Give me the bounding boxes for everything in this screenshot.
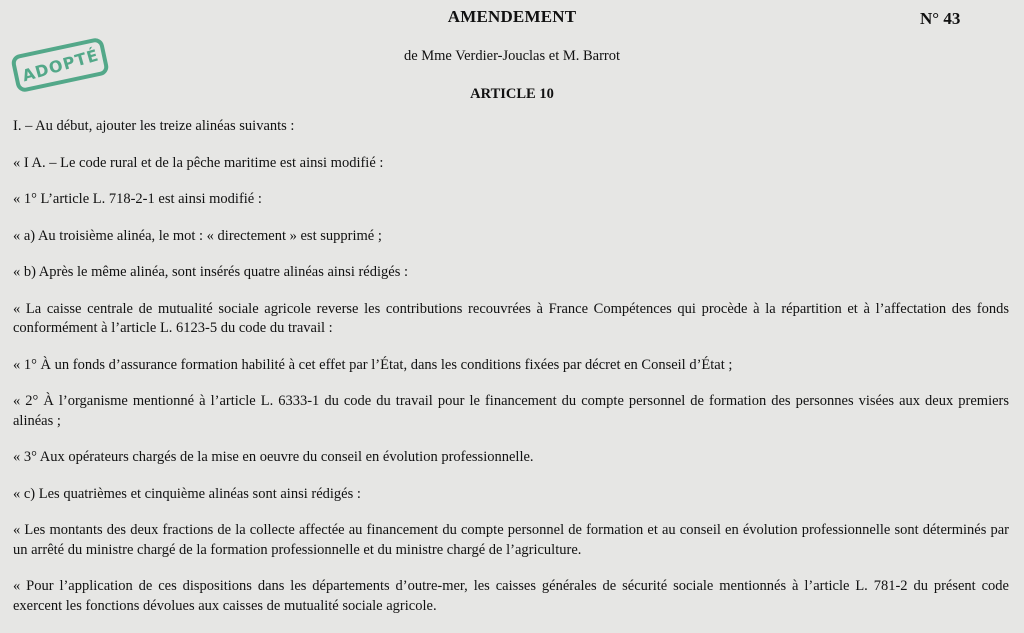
amendment-number: N° 43	[920, 9, 961, 28]
authors-line: de Mme Verdier-Jouclas et M. Barrot	[403, 48, 621, 64]
paragraph: « La caisse centrale de mutualité sociale agricole reverse les contributions recouvrées à France Compétences qui procède à la répartition et à l’affectation des fonds conformément à l’article L. 6123-5 du code du travail :	[13, 300, 1009, 336]
paragraph: « 2° À l’organisme mentionné à l’article L. 6333-1 du code du travail pour le financement du compte personnel de formation des personnes visées aux deux premiers alinéas ;	[13, 393, 1009, 429]
document-title: AMENDEMENT	[447, 7, 577, 26]
paragraph: « I A. – Le code rural et de la pêche maritime est ainsi modifié :	[13, 154, 384, 171]
paragraph: « Pour l’application de ces dispositions dans les départements d’outre-mer, les caisses générales de sécurité sociale mentionnés à l’article L. 781-2 du présent code exercent les fonctions dévolues aux caisses de mutualité sociale agricole.	[13, 578, 1009, 614]
paragraph: « 1° L’article L. 718-2-1 est ainsi modifié :	[13, 191, 262, 207]
paragraph: I. – Au début, ajouter les treize alinéas suivants :	[13, 118, 295, 134]
paragraph: « Les montants des deux fractions de la collecte affectée au financement du compte personnel de formation et au conseil en évolution professionnelle sont déterminés par un arrêté du ministre chargé de la formation professionnelle et du ministre chargé de l’agriculture.	[13, 522, 1009, 558]
paragraph: « c) Les quatrièmes et cinquième alinéas sont ainsi rédigés :	[13, 485, 361, 502]
stamp-label: ADOPTÉ	[19, 45, 101, 85]
paragraph: « a) Au troisième alinéa, le mot : « directement » est supprimé ;	[13, 227, 382, 244]
adopted-stamp	[10, 37, 110, 94]
paragraph: « b) Après le même alinéa, sont insérés quatre alinéas ainsi rédigés :	[13, 264, 408, 280]
amendment-body	[13, 117, 1009, 633]
paragraph: « 3° Aux opérateurs chargés de la mise en oeuvre du conseil en évolution professionnelle.	[13, 449, 534, 465]
paragraph: « 1° À un fonds d’assurance formation habilité à cet effet par l’État, dans les conditions fixées par décret en Conseil d’État ;	[13, 356, 733, 373]
article-heading: ARTICLE 10	[470, 86, 554, 102]
